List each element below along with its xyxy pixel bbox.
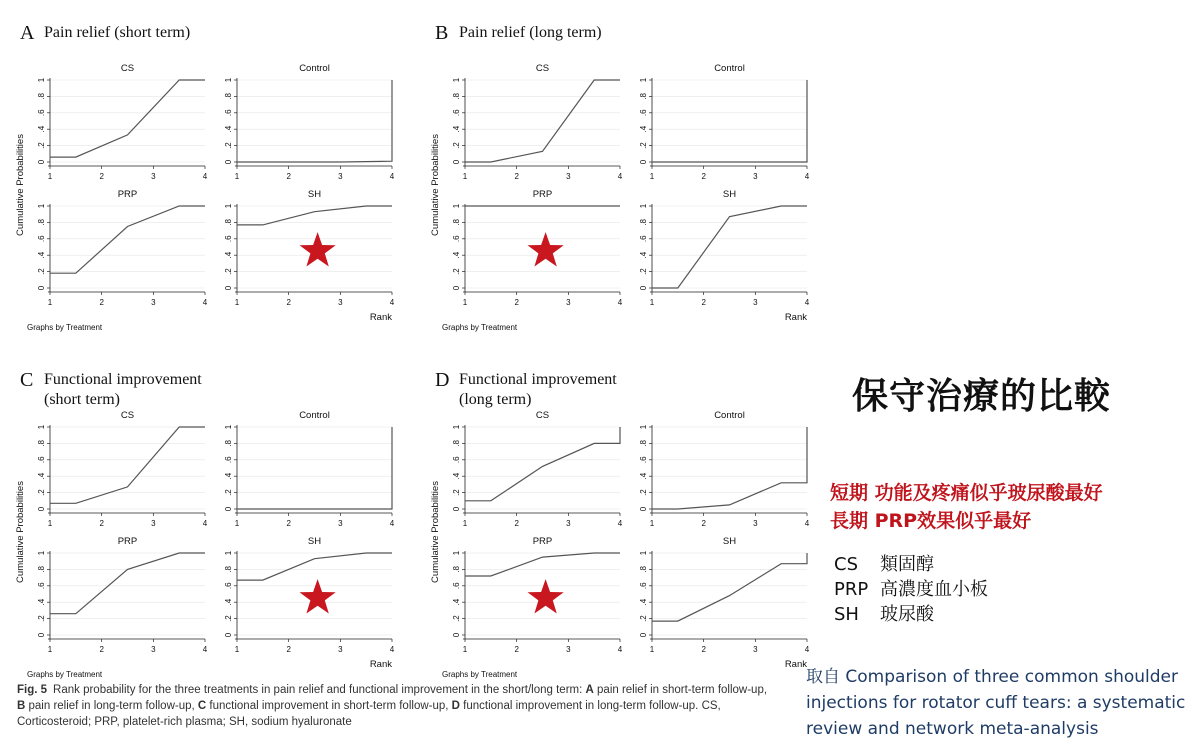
x-tick-label: 3 — [338, 645, 343, 654]
subplot-title: Control — [299, 63, 330, 74]
y-tick-label: .6 — [452, 109, 461, 117]
y-tick-label: .8 — [452, 566, 461, 573]
x-tick-label: 3 — [151, 519, 156, 528]
x-tick-label: 3 — [151, 645, 156, 654]
y-tick-label: .4 — [452, 125, 461, 133]
source-citation — [806, 664, 1198, 742]
abbreviation-meaning: 高濃度血小板 — [880, 579, 988, 600]
abbreviation-row-prp — [834, 575, 988, 601]
y-tick-label: .6 — [37, 109, 46, 117]
x-tick-label: 3 — [566, 298, 571, 307]
panel-d — [430, 369, 810, 679]
abbreviation-row-sh — [834, 600, 934, 626]
x-tick-label: 1 — [649, 172, 655, 181]
y-tick-label: .8 — [224, 219, 233, 226]
panel-a — [15, 22, 395, 332]
x-tick-label: 4 — [202, 172, 208, 181]
subplot-prp — [452, 189, 623, 307]
y-tick-label: .2 — [224, 142, 233, 149]
panel-letter: D — [435, 369, 450, 391]
y-tick-label: .6 — [37, 456, 46, 464]
subplot-sh — [224, 536, 395, 654]
y-tick-label: .4 — [37, 251, 46, 259]
x-tick-label: 4 — [804, 298, 810, 307]
panel-title: (long term) — [459, 391, 532, 408]
x-tick-label: 3 — [151, 172, 156, 181]
y-tick-label: 0 — [37, 285, 46, 291]
series-line-prp — [50, 206, 205, 273]
y-tick-label: .4 — [224, 125, 233, 133]
y-tick-label: 0 — [639, 159, 648, 165]
y-tick-label: .6 — [639, 109, 648, 117]
y-tick-label: .8 — [639, 566, 648, 573]
x-tick-label: 2 — [286, 645, 291, 654]
abbreviation: SH — [834, 604, 859, 625]
y-tick-label: .8 — [37, 93, 46, 100]
panel-letter: A — [20, 22, 35, 44]
x-tick-label: 2 — [514, 298, 519, 307]
star-icon — [528, 232, 564, 266]
y-axis-label: Cumulative Probabilities — [430, 134, 441, 236]
y-tick-label: .6 — [639, 235, 648, 243]
y-tick-label: .8 — [37, 440, 46, 447]
y-axis-label: Cumulative Probabilities — [15, 481, 26, 583]
subplot-sh — [639, 536, 810, 654]
subplot-title: PRP — [117, 189, 138, 200]
x-tick-label: 3 — [151, 298, 156, 307]
series-line-control — [652, 427, 807, 509]
y-tick-label: .2 — [37, 268, 46, 275]
x-axis-label: Rank — [784, 659, 807, 670]
subplot-control — [639, 63, 810, 181]
subplot-control — [224, 410, 395, 528]
subplot-title: Control — [714, 63, 745, 74]
y-tick-label: 1 — [452, 203, 461, 209]
source-lead: 取自 — [806, 667, 840, 687]
y-tick-label: 1 — [37, 424, 46, 430]
x-tick-label: 4 — [617, 519, 623, 528]
y-tick-label: 1 — [37, 77, 46, 83]
x-tick-label: 4 — [389, 298, 395, 307]
y-tick-label: .6 — [639, 456, 648, 464]
y-tick-label: .8 — [224, 93, 233, 100]
y-tick-label: .6 — [452, 235, 461, 243]
abbreviation: CS — [834, 554, 858, 575]
y-tick-label: .8 — [37, 219, 46, 226]
y-tick-label: .6 — [37, 582, 46, 590]
graphs-by-note: Graphs by Treatment — [442, 670, 518, 679]
y-tick-label: 1 — [452, 550, 461, 556]
x-tick-label: 3 — [338, 172, 343, 181]
x-tick-label: 4 — [804, 645, 810, 654]
panel-title: Pain relief (short term) — [44, 24, 191, 41]
graphs-by-note: Graphs by Treatment — [27, 323, 103, 332]
y-tick-label: 0 — [37, 506, 46, 512]
panel-title: Functional improvement — [459, 371, 617, 388]
x-tick-label: 1 — [462, 172, 468, 181]
y-tick-label: .4 — [224, 472, 233, 480]
x-tick-label: 3 — [753, 645, 758, 654]
y-tick-label: 0 — [639, 506, 648, 512]
subplot-title: CS — [535, 63, 550, 74]
x-tick-label: 2 — [514, 645, 519, 654]
x-tick-label: 1 — [234, 172, 240, 181]
y-tick-label: 1 — [224, 424, 233, 430]
x-axis-label: Rank — [369, 312, 392, 323]
y-tick-label: 1 — [639, 550, 648, 556]
x-tick-label: 2 — [514, 172, 519, 181]
x-axis-label: Rank — [369, 659, 392, 670]
x-tick-label: 4 — [389, 645, 395, 654]
y-tick-label: 0 — [224, 506, 233, 512]
subplot-title: CS — [120, 63, 135, 74]
y-tick-label: 1 — [639, 77, 648, 83]
series-line-sh — [652, 206, 807, 288]
y-tick-label: .4 — [37, 598, 46, 606]
abbreviation: PRP — [834, 579, 869, 600]
x-tick-label: 2 — [99, 298, 104, 307]
y-tick-label: 0 — [224, 632, 233, 638]
y-tick-label: 0 — [452, 285, 461, 291]
y-tick-label: .6 — [224, 582, 233, 590]
series-line-control — [237, 427, 392, 509]
x-tick-label: 4 — [804, 519, 810, 528]
x-tick-label: 2 — [99, 645, 104, 654]
x-tick-label: 2 — [514, 519, 519, 528]
y-tick-label: .6 — [37, 235, 46, 243]
y-tick-label: 0 — [452, 632, 461, 638]
y-tick-label: .2 — [224, 489, 233, 496]
y-tick-label: .4 — [452, 598, 461, 606]
y-tick-label: .8 — [224, 566, 233, 573]
x-tick-label: 4 — [617, 172, 623, 181]
y-tick-label: .2 — [224, 268, 233, 275]
panel-title: Pain relief (long term) — [459, 24, 602, 41]
x-tick-label: 1 — [649, 645, 655, 654]
subplot-title: PRP — [532, 536, 553, 547]
subplot-sh — [224, 189, 395, 307]
y-tick-label: .4 — [37, 125, 46, 133]
x-tick-label: 3 — [338, 519, 343, 528]
x-tick-label: 4 — [617, 645, 623, 654]
subplot-cs — [37, 63, 208, 181]
x-tick-label: 3 — [753, 172, 758, 181]
y-tick-label: .4 — [639, 598, 648, 606]
subplot-title: SH — [307, 536, 322, 547]
x-tick-label: 3 — [566, 645, 571, 654]
y-axis-label: Cumulative Probabilities — [15, 134, 26, 236]
series-line-prp — [50, 553, 205, 614]
subplot-title: SH — [722, 189, 737, 200]
y-tick-label: 0 — [224, 285, 233, 291]
y-tick-label: .4 — [224, 251, 233, 259]
x-tick-label: 1 — [234, 519, 240, 528]
y-tick-label: .4 — [639, 125, 648, 133]
subplot-cs — [452, 410, 623, 528]
y-tick-label: .8 — [224, 440, 233, 447]
star-icon — [300, 232, 336, 266]
panel-letter: B — [435, 22, 449, 44]
subplot-control — [639, 410, 810, 528]
series-line-cs — [50, 427, 205, 503]
subplot-title: PRP — [532, 189, 553, 200]
subplot-cs — [452, 63, 623, 181]
star-icon — [300, 579, 336, 613]
x-tick-label: 1 — [47, 172, 53, 181]
y-tick-label: .2 — [37, 142, 46, 149]
y-tick-label: 1 — [37, 550, 46, 556]
subplot-title: CS — [120, 410, 135, 421]
y-tick-label: .2 — [452, 615, 461, 622]
y-tick-label: .2 — [452, 268, 461, 275]
y-tick-label: 1 — [224, 77, 233, 83]
subplot-title: Control — [299, 410, 330, 421]
y-tick-label: .6 — [639, 582, 648, 590]
figure-caption — [17, 682, 777, 730]
y-tick-label: .2 — [37, 615, 46, 622]
x-tick-label: 4 — [389, 519, 395, 528]
highlight-line-long-term: 長期 PRP效果似乎最好 — [830, 510, 1032, 532]
subplot-title: CS — [535, 410, 550, 421]
star-icon — [528, 579, 564, 613]
source-text: Comparison of three common shoulder injections for rotator cuff tears: a systematic review and network meta-analysis — [806, 667, 1186, 739]
y-tick-label: 0 — [639, 632, 648, 638]
y-tick-label: .8 — [639, 93, 648, 100]
x-tick-label: 2 — [701, 298, 706, 307]
y-tick-label: 0 — [452, 506, 461, 512]
y-tick-label: 0 — [224, 159, 233, 165]
x-tick-label: 1 — [462, 298, 468, 307]
series-line-cs — [465, 427, 620, 501]
y-tick-label: .4 — [452, 472, 461, 480]
x-tick-label: 3 — [338, 298, 343, 307]
panel-title: Functional improvement — [44, 371, 202, 388]
y-tick-label: .8 — [452, 440, 461, 447]
x-tick-label: 1 — [462, 645, 468, 654]
x-tick-label: 1 — [234, 298, 240, 307]
y-tick-label: .2 — [452, 142, 461, 149]
y-tick-label: .8 — [452, 219, 461, 226]
series-line-prp — [465, 553, 620, 576]
graphs-by-note: Graphs by Treatment — [27, 670, 103, 679]
y-tick-label: .6 — [452, 582, 461, 590]
y-tick-label: 1 — [37, 203, 46, 209]
x-tick-label: 2 — [701, 645, 706, 654]
y-tick-label: 0 — [37, 159, 46, 165]
x-tick-label: 2 — [99, 519, 104, 528]
y-tick-label: 1 — [452, 77, 461, 83]
y-tick-label: .4 — [639, 251, 648, 259]
panel-b — [430, 22, 810, 332]
subplot-title: SH — [722, 536, 737, 547]
x-tick-label: 2 — [701, 519, 706, 528]
x-tick-label: 1 — [649, 519, 655, 528]
y-tick-label: .4 — [224, 598, 233, 606]
subplot-cs — [37, 410, 208, 528]
y-tick-label: 1 — [224, 550, 233, 556]
y-tick-label: .8 — [639, 219, 648, 226]
x-tick-label: 4 — [202, 519, 208, 528]
subplot-prp — [37, 536, 208, 654]
x-tick-label: 3 — [753, 298, 758, 307]
x-tick-label: 1 — [234, 645, 240, 654]
series-line-sh — [652, 553, 807, 621]
y-tick-label: .2 — [224, 615, 233, 622]
y-tick-label: .4 — [639, 472, 648, 480]
abbreviation-row-cs — [834, 550, 934, 576]
series-line-sh — [237, 553, 392, 580]
series-line-cs — [465, 80, 620, 162]
series-line-sh — [237, 206, 392, 225]
y-tick-label: .2 — [639, 268, 648, 275]
y-tick-label: .6 — [224, 235, 233, 243]
x-tick-label: 4 — [617, 298, 623, 307]
y-tick-label: .2 — [37, 489, 46, 496]
x-tick-label: 1 — [47, 298, 53, 307]
y-tick-label: .8 — [452, 93, 461, 100]
y-tick-label: .4 — [37, 472, 46, 480]
x-tick-label: 4 — [389, 172, 395, 181]
series-line-control — [237, 80, 392, 162]
x-tick-label: 2 — [701, 172, 706, 181]
y-tick-label: 1 — [639, 203, 648, 209]
subplot-prp — [452, 536, 623, 654]
y-tick-label: 0 — [639, 285, 648, 291]
subplot-title: PRP — [117, 536, 138, 547]
x-tick-label: 2 — [286, 519, 291, 528]
y-tick-label: 1 — [639, 424, 648, 430]
x-axis-label: Rank — [784, 312, 807, 323]
subplot-control — [224, 63, 395, 181]
subplot-prp — [37, 189, 208, 307]
y-tick-label: .2 — [639, 142, 648, 149]
series-line-control — [652, 80, 807, 162]
subplot-title: Control — [714, 410, 745, 421]
x-tick-label: 2 — [99, 172, 104, 181]
x-tick-label: 3 — [753, 519, 758, 528]
x-tick-label: 2 — [286, 298, 291, 307]
x-tick-label: 3 — [566, 519, 571, 528]
y-tick-label: .8 — [639, 440, 648, 447]
y-tick-label: 1 — [452, 424, 461, 430]
y-axis-label: Cumulative Probabilities — [430, 481, 441, 583]
x-tick-label: 1 — [462, 519, 468, 528]
y-tick-label: .6 — [452, 456, 461, 464]
x-tick-label: 3 — [566, 172, 571, 181]
y-tick-label: .2 — [639, 489, 648, 496]
caption-text: Rank probability for the three treatments in pain relief and functional improvement in the short/long term: A pain relief in short-term follow-up, B pain relief in long-term follow-up, C functional improvement in short-term follow-up, D functional improvement in long-term follow-up. CS, Corticosteroid; PRP, platelet-rich plasma; SH, sodium hyaluronate — [17, 684, 768, 728]
x-tick-label: 4 — [202, 298, 208, 307]
caption-fig-label: Fig. 5 — [17, 684, 48, 696]
subplot-title: SH — [307, 189, 322, 200]
x-tick-label: 1 — [47, 645, 53, 654]
x-tick-label: 4 — [804, 172, 810, 181]
y-tick-label: .6 — [224, 456, 233, 464]
y-tick-label: .6 — [224, 109, 233, 117]
y-tick-label: 0 — [452, 159, 461, 165]
y-tick-label: .2 — [639, 615, 648, 622]
subplot-sh — [639, 189, 810, 307]
x-tick-label: 2 — [286, 172, 291, 181]
x-tick-label: 1 — [47, 519, 53, 528]
abbreviation-meaning: 玻尿酸 — [880, 604, 934, 625]
x-tick-label: 1 — [649, 298, 655, 307]
panel-title: (short term) — [44, 391, 120, 408]
y-tick-label: .4 — [452, 251, 461, 259]
abbreviation-meaning: 類固醇 — [880, 554, 934, 575]
slide-title: 保守治療的比較 — [852, 376, 1112, 417]
panel-c — [15, 369, 395, 679]
graphs-by-note: Graphs by Treatment — [442, 323, 518, 332]
highlight-line-short-term: 短期 功能及疼痛似乎玻尿酸最好 — [830, 482, 1103, 504]
x-tick-label: 4 — [202, 645, 208, 654]
y-tick-label: .2 — [452, 489, 461, 496]
panel-letter: C — [20, 369, 34, 391]
y-tick-label: 1 — [224, 203, 233, 209]
y-tick-label: .8 — [37, 566, 46, 573]
y-tick-label: 0 — [37, 632, 46, 638]
